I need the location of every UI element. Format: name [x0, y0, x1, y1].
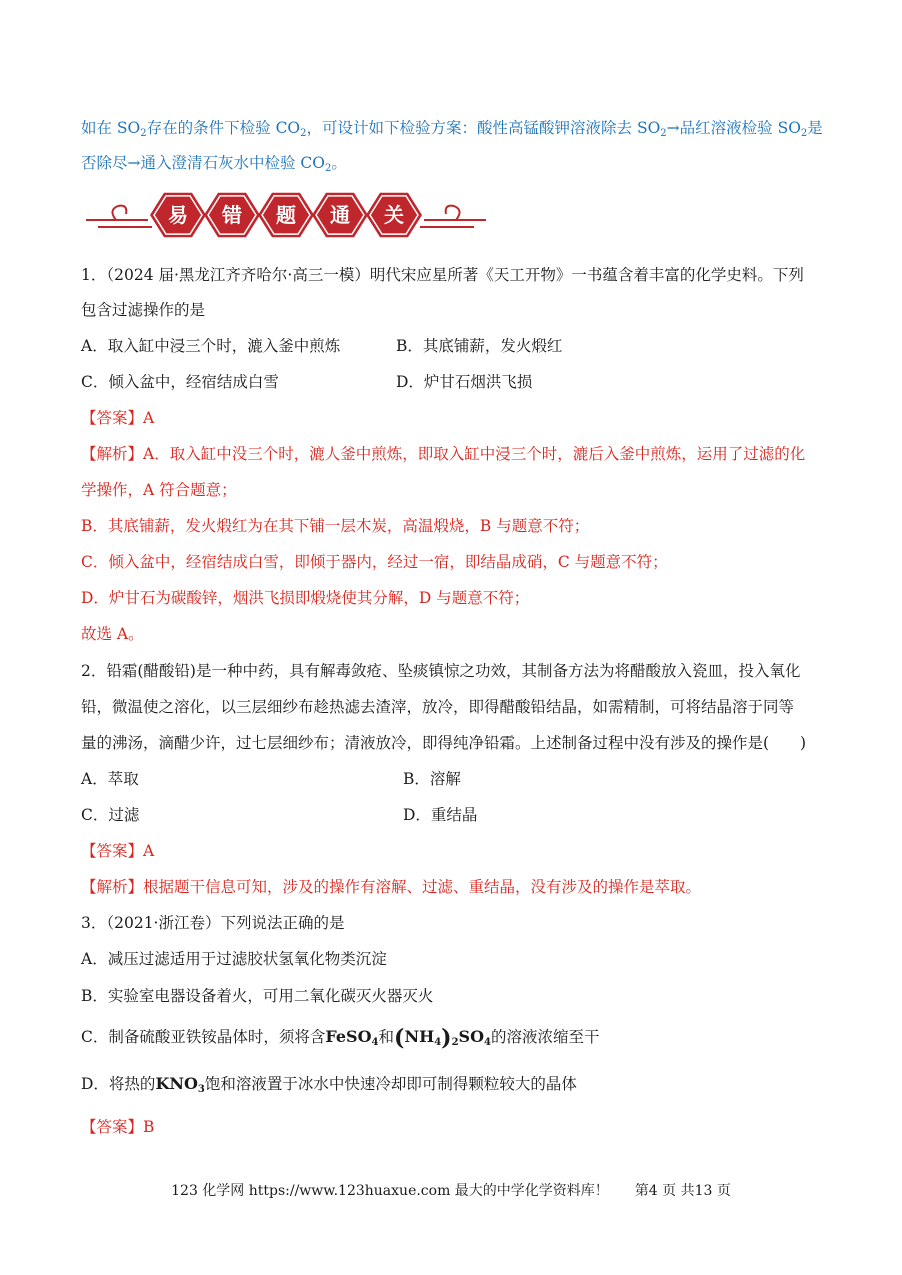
section-banner	[86, 186, 486, 242]
q1-options-row-2	[81, 372, 821, 392]
q1-option-b[interactable]: B．其底铺薪，发火煅红	[396, 337, 563, 355]
q1-option-d[interactable]: D．炉甘石烟洪飞损	[396, 373, 533, 391]
q3-answer: 【答案】B	[81, 1118, 155, 1136]
q3-option-a[interactable]: A．减压过滤适用于过滤胶状氢氧化物类沉淀	[81, 950, 387, 968]
banner-char-1: 易	[168, 203, 188, 227]
q2-option-d[interactable]: D．重结晶	[403, 806, 478, 824]
q2-explanation-line-1: 【解析】根据题干信息可知，涉及的操作有溶解、过滤、重结晶，没有涉及的操作是萃取。	[81, 878, 702, 896]
q3-option-d[interactable]: D．将热的$KNO_3$饱和溶液置于冰水中快速冷却即可制得颗粒较大的晶体	[81, 1074, 577, 1095]
q3-stem-line-1: 3．（2021·浙江卷）下列说法正确的是	[81, 914, 345, 932]
banner-char-2: 错	[222, 203, 242, 227]
banner-left-ornament	[86, 206, 152, 227]
q2-stem-line-1: 2．铅霜(醋酸铅)是一种中药，具有解毒敛疮、坠痰镇惊之功效，其制备方法为将醋酸放入瓷皿，投入氧化	[81, 662, 801, 680]
page-footer	[0, 1180, 902, 1200]
q1-explanation-line-1: 【解析】A．取入缸中没三个时，漉人釜中煎炼，即取入缸中浸三个时，漉后入釜中煎炼，运用了过滤的化	[81, 445, 806, 463]
q1-explanation-line-2: 学操作，A 符合题意；	[81, 481, 237, 499]
q1-explanation-line-5: D．炉甘石为碳酸锌，烟洪飞损即煅烧使其分解，D 与题意不符；	[81, 589, 530, 607]
q2-options-row-1	[81, 769, 821, 789]
q2-answer: 【答案】A	[81, 842, 155, 860]
q1-stem-line-1: 1．（2024 届·黑龙江齐齐哈尔·高三一模）明代宋应星所著《天工开物》一书蕴含着丰富的化学史料。下列	[81, 266, 804, 284]
banner-char-3: 题	[276, 203, 296, 227]
q1-explanation-line-3: B．其底铺薪，发火煅红为在其下铺一层木炭，高温煅烧，B 与题意不符；	[81, 517, 590, 535]
q1-option-a[interactable]: A．取入缸中浸三个时，漉入釜中煎炼	[81, 337, 341, 355]
formula-nh4-2-so4: $(NH_4)_2SO_4$	[394, 1025, 492, 1051]
banner-char-4: 通	[330, 203, 350, 227]
q3-option-b[interactable]: B．实验室电器设备着火，可用二氧化碳灭火器灭火	[81, 987, 434, 1005]
q1-explanation-line-6: 故选 A。	[81, 625, 144, 643]
formula-kno3: $KNO_3$	[155, 1074, 205, 1095]
banner-right-ornament	[420, 206, 486, 227]
q2-option-a[interactable]: A．萃取	[81, 770, 139, 788]
banner-char-5: 关	[384, 203, 404, 227]
page-number: 第4 页 共13 页	[634, 1183, 731, 1199]
q1-answer: 【答案】A	[81, 409, 155, 427]
q3-option-c[interactable]: C．制备硫酸亚铁铵晶体时，须将含FeSO$_4$和$(NH_4)_2SO_4$的溶液浓缩至干	[81, 1025, 600, 1051]
q2-options-row-2	[81, 805, 821, 825]
intro-line-1: 如在 $SO_2$存在的条件下检验 $CO_2$，可设计如下检验方案：酸性高锰酸钾溶液除去 $SO_2\to$品红溶液检验 $SO_2$是	[81, 119, 823, 139]
q2-stem-line-2: 铅，微温使之溶化，以三层细纱布趁热滤去渣滓，放冷，即得醋酸铅结晶，如需精制，可将结晶溶于同等	[81, 698, 795, 716]
q2-option-b[interactable]: B．溶解	[403, 770, 461, 788]
q2-stem-line-3: 量的沸汤，滴醋少许，过七层细纱布；清液放冷，即得纯净铅霜。上述制备过程中没有涉及的操作是( )	[81, 734, 807, 752]
q1-explanation-line-4: C．倾入盆中，经宿结成白雪，即倾于器内，经过一宿，即结晶成硝，C 与题意不符；	[81, 553, 668, 571]
q1-options-row-1	[81, 336, 821, 356]
q1-stem-line-2: 包含过滤操作的是	[81, 301, 206, 319]
footer-site-text: 123 化学网 https://www.123huaxue.com 最大的中学化学资料库！	[171, 1183, 609, 1199]
intro-line-2: 否除尽→通入澄清石灰水中检验 $CO_2$。	[81, 154, 347, 174]
q2-option-c[interactable]: C．过滤	[81, 806, 140, 824]
formula-feso4: FeSO$_4$	[325, 1027, 379, 1048]
q1-option-c[interactable]: C．倾入盆中，经宿结成白雪	[81, 373, 279, 391]
